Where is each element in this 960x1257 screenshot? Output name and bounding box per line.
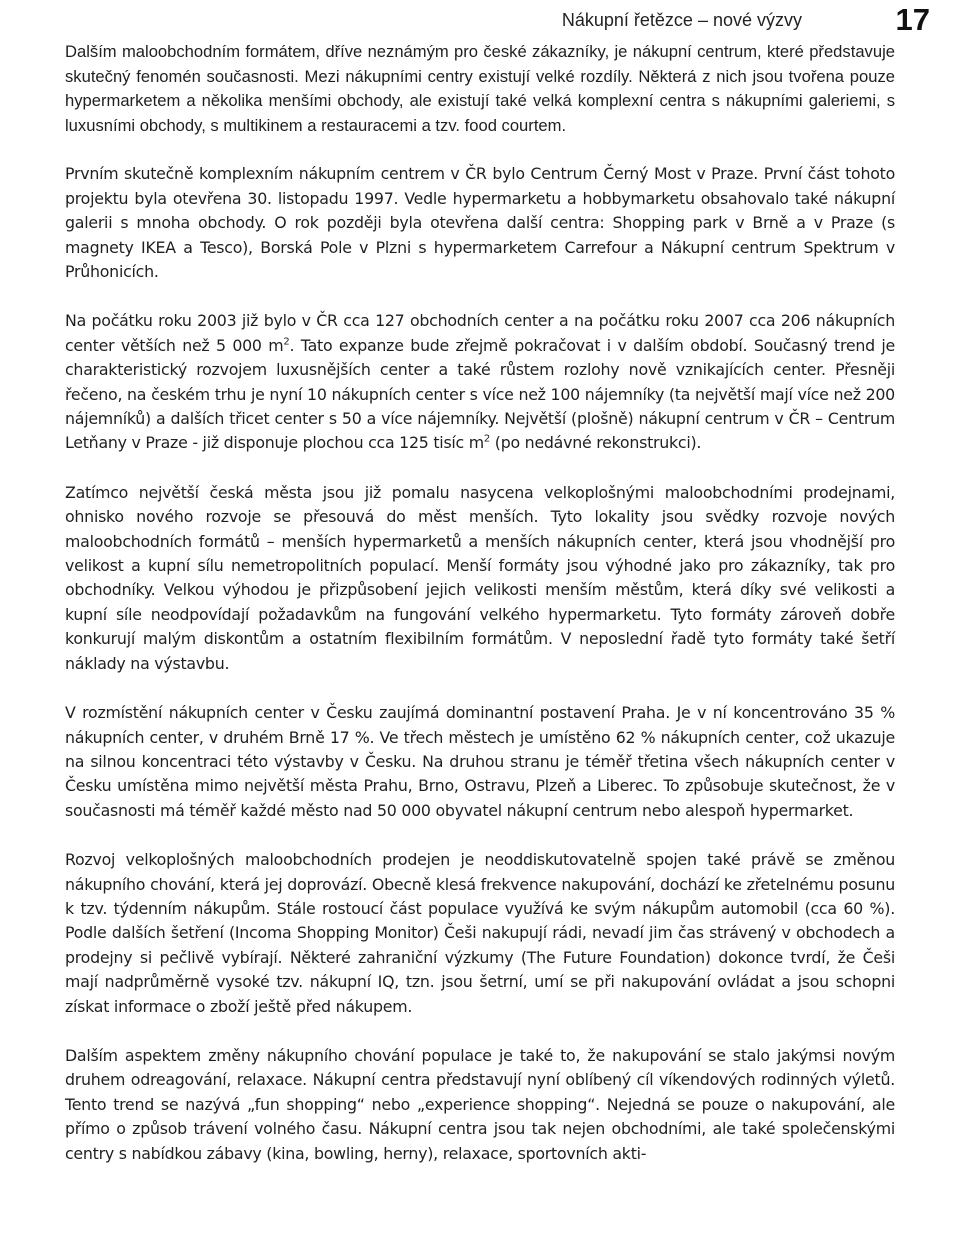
stats-text-part-1: Na počátku roku 2003 již bylo v ČR cca 127 obchodních center a na počátku roku 2007 cca 206 nákupních center větších než 5 000 m	[65, 311, 895, 355]
paragraph-distribution: V rozmístění nákupních center v Česku zaujímá dominantní postavení Praha. Je v ní koncentrováno 35 % nákupních center, v druhém Brně 17 %. Ve třech městech je umístěno 62 % nákupních center, což ukazuje na silnou koncentraci této výstavby v Česku. Na druhou stranu je téměř třetina všech nákupních center v Česku umístěna mimo největší města Prahu, Brno, Ostravu, Plzeň a Liberec. To způsobuje skutečnost, že v současnosti má téměř každé město nad 50 000 obyvatel nákupní centrum nebo alespoň hypermarket.	[65, 703, 895, 820]
paragraph-fun-shopping: Dalším aspektem změny nákupního chování populace je také to, že nakupování se stalo jakýmsi novým druhem odreagování, relaxace. Nákupní centra představují nyní oblíbený cíl víkendových rodinných výletů. Tento trend se nazývá „fun shopping“ nebo „experience shopping“. Nejedná se pouze o nakupování, ale přímo o způsob trávení volného času. Nákupní centra jsou tak nejen obchodními, ale také společenskými centry s nabídkou zábavy (kina, bowling, herny), relaxace, sportovních akti-	[65, 1045, 895, 1163]
running-header-title: Nákupní řetězce – nové výzvy	[561, 10, 802, 30]
page-header	[0, 2, 960, 42]
paragraph-center-statistics	[65, 309, 895, 455]
paragraph-shopping-center-intro: Dalším maloobchodním formátem, dříve neznámým pro české zákazníky, je nákupní centrum, které představuje skutečný fenomén současnosti. Mezi nákupními centry existují velké rozdíly. Některá z nich jsou tvořena pouze hypermarketem a několika menšími obchody, ale existují také velká komplexní centra s nákupními galeriemi, s luxusními obchody, s multikinem a restauracemi a tzv. food courtem.	[65, 42, 895, 135]
paragraph-first-complex-center: Prvním skutečně komplexním nákupním centrem v ČR bylo Centrum Černý Most v Praze. První část tohoto projektu byla otevřena 30. listopadu 1997. Vedle hypermarketu a hobbymarketu obsahovalo také nákupní galerii s mnoha obchody. O rok později byla otevřena další centra: Shopping park v Brně a v Praze (s magnety IKEA a Tesco), Borská Pole v Plzni s hypermarketem Carrefour a Nákupní centrum Spektrum v Průhonicích.	[65, 164, 895, 281]
paragraph-shopping-behavior: Rozvoj velkoplošných maloobchodních prodejen je neoddiskutovatelně spojen také právě se změnou nákupního chování, která jej doprovází. Obecně klesá frekvence nakupování, dochází ke zřetelnému posunu k tzv. týdenním nákupům. Stále rostoucí část populace využívá ke svým nákupům automobil (cca 60 %). Podle dalších šetření (Incoma Shopping Monitor) Češi nakupují rádi, nevadí jim čas strávený v obchodech a prodejny si pečlivě vybírají. Některé zahraniční výzkumy (The Future Foundation) dokonce tvrdí, že Češi mají nadprůměrně vysoké tzv. nákupní IQ, tzn. jsou šetrní, umí se při nakupování ovládat a jsou schopni získat informace o zboží ještě před nákupem.	[65, 850, 895, 1016]
paragraph-smaller-cities: Zatímco největší česká města jsou již pomalu nasycena velkoplošnými maloobchodními prodejnami, ohnisko nového rozvoje se přesouvá do měst menších. Tyto lokality jsou svědky rozvoje nových maloobchodních formátů – menších hypermarketů a menších nákupních center, která jsou vhodnější pro velikost a kupní sílu nemetropolitních populací. Menší formáty jsou výhodné jako pro zákazníky, tak pro obchodníky. Velkou výhodou je přizpůsobení jejich velikosti menším městům, která díky své velikosti a kupní síle neodpovídají požadavkům na fungování velkého hypermarketu. Tyto formáty zároveň dobře konkurují malým diskontům a ostatním flexibilním formátům. V neposlední řadě tyto formáty také šetří náklady na výstavbu.	[65, 482, 895, 673]
stats-text-part-2: . Tato expanze bude zřejmě pokračovat i v dalším období. Současný trend je charakteristický rozvojem luxusnějších center a také růstem rozlohy nově vznikajících center. Přesněji řečeno, na českém trhu je nyní 10 nákupních center s více než 100 nájemníky (ta největší mají více než 200 nájemníků) a dalších třicet center s 50 a více nájemníky. Největší (plošně) nákupní centrum v ČR – Centrum Letňany v Praze - již disponuje plochou cca 125 tisíc m	[65, 335, 895, 453]
superscript-squared-1: 2	[283, 336, 290, 348]
stats-text-part-3: (po nedávné rekonstrukci).	[490, 433, 702, 453]
body-text	[65, 40, 895, 1191]
superscript-squared-2: 2	[483, 434, 491, 446]
page-number: 17	[895, 2, 930, 37]
